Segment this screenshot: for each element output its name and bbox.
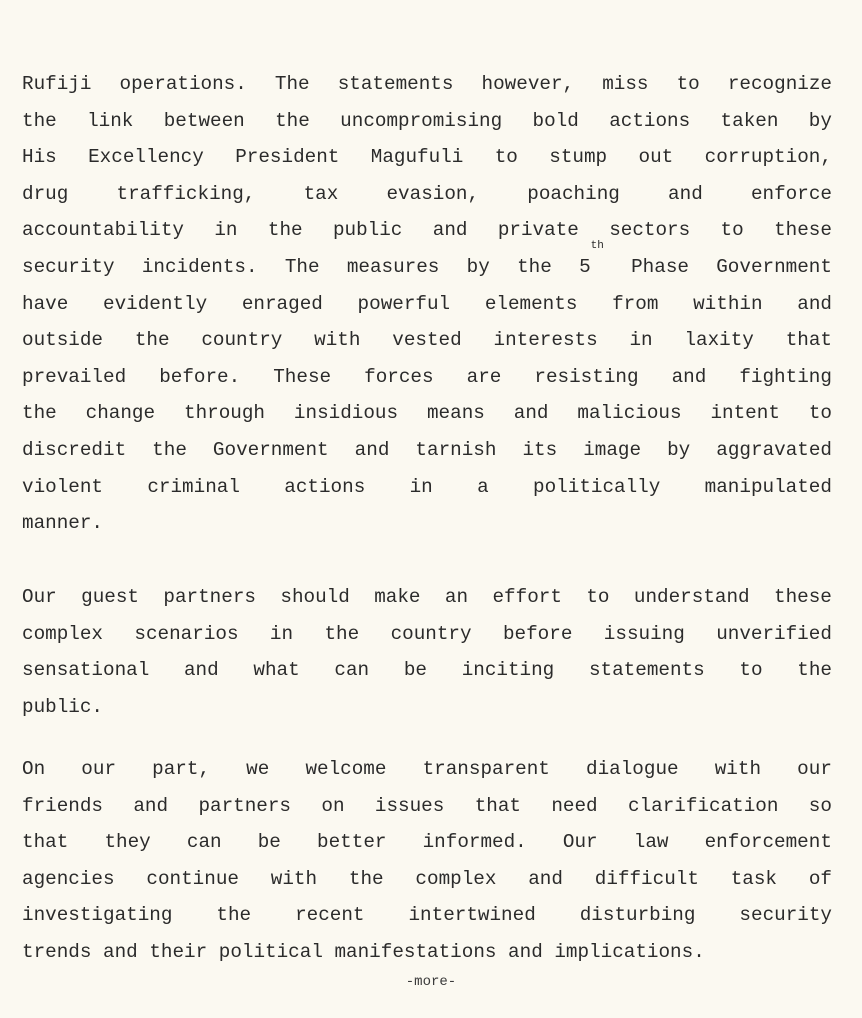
word: their	[149, 940, 208, 963]
word: and	[354, 438, 390, 461]
word: powerful	[357, 292, 451, 315]
text-line	[22, 616, 832, 653]
word: we	[246, 758, 270, 780]
word: public.	[22, 695, 103, 718]
text-line	[22, 824, 832, 861]
word: partners	[198, 794, 292, 817]
text-line	[22, 66, 832, 103]
word: recent	[295, 904, 365, 927]
word: intent	[710, 402, 780, 425]
word: prevailed	[22, 365, 127, 388]
word: violent	[22, 475, 103, 498]
word: part,	[152, 758, 211, 780]
word: security	[739, 904, 832, 927]
word: inciting	[461, 659, 555, 682]
word: better	[317, 831, 387, 854]
word: be	[257, 831, 281, 854]
word: within	[693, 292, 763, 315]
word: complex	[415, 867, 497, 890]
text-line	[22, 239, 832, 286]
word: Rufiji	[22, 73, 92, 95]
word: out	[638, 146, 674, 169]
word: sectors	[609, 219, 691, 242]
word: the	[152, 438, 187, 461]
text-line	[22, 212, 832, 249]
word: Excellency	[88, 146, 204, 169]
text-line	[22, 359, 832, 396]
word: actions	[609, 109, 691, 132]
word: understand	[633, 586, 750, 608]
word: discredit	[22, 438, 127, 461]
word: dialogue	[586, 758, 679, 780]
text-line	[22, 505, 832, 542]
word: issuing	[603, 622, 685, 645]
word: what	[253, 659, 300, 682]
word: and	[133, 794, 169, 817]
word: and	[432, 219, 468, 242]
word: transparent	[422, 758, 550, 780]
paragraph-3	[22, 751, 832, 971]
word: poaching	[527, 182, 620, 205]
word: with	[714, 758, 762, 780]
word: tax	[303, 182, 339, 205]
word: are	[466, 365, 502, 388]
word: and	[103, 940, 138, 963]
word: the	[267, 219, 303, 242]
word: by	[667, 438, 691, 461]
word: to	[808, 402, 832, 425]
word: law	[633, 831, 669, 854]
word: criminal	[147, 475, 240, 498]
word: that	[22, 831, 69, 854]
word: and	[508, 940, 543, 963]
word: friends	[22, 794, 103, 817]
text-line	[22, 469, 832, 506]
word: agencies	[22, 867, 115, 890]
text-line	[22, 322, 832, 359]
word: by	[808, 109, 832, 132]
word: enforce	[750, 182, 832, 205]
word: image	[583, 438, 642, 461]
word: elements	[484, 292, 578, 315]
word: and	[671, 365, 707, 388]
word: our	[81, 758, 117, 780]
word: the	[797, 659, 832, 682]
word: political	[218, 940, 323, 963]
word: 5th	[579, 239, 604, 278]
word: taken	[720, 109, 779, 132]
text-line	[22, 689, 832, 726]
word: so	[808, 794, 832, 817]
text-line	[22, 432, 832, 469]
word: and	[513, 402, 549, 425]
word: enforcement	[704, 831, 832, 854]
word: in	[269, 622, 294, 645]
more-indicator: -more-	[405, 974, 457, 990]
word: unverified	[716, 622, 832, 645]
word: complex	[22, 622, 103, 645]
word: before.	[159, 365, 241, 388]
word: have	[22, 292, 69, 315]
word: aggravated	[716, 438, 832, 461]
text-line	[22, 788, 832, 825]
word: should	[280, 586, 350, 608]
word: evidently	[103, 292, 208, 315]
word: politically	[533, 475, 661, 498]
word: be	[403, 659, 427, 682]
word: uncompromising	[340, 109, 503, 132]
word: statements	[337, 73, 454, 95]
word: public	[332, 219, 403, 242]
word: the	[275, 109, 310, 132]
word: an	[444, 586, 469, 608]
word: and	[797, 292, 832, 315]
word: in	[409, 475, 433, 498]
word: by	[466, 255, 490, 278]
word: incidents.	[141, 255, 258, 278]
word: they	[104, 831, 151, 854]
word: change	[85, 402, 156, 425]
word: with	[270, 867, 318, 890]
word: on	[321, 794, 345, 817]
word: enraged	[241, 292, 323, 315]
word: trafficking,	[116, 182, 256, 205]
word: clarification	[628, 794, 779, 817]
word: to	[494, 146, 518, 169]
word: continue	[146, 867, 239, 890]
word: that	[474, 794, 521, 817]
word: The	[274, 73, 310, 95]
word: that	[785, 329, 832, 352]
word: private	[497, 219, 579, 242]
word: and	[183, 659, 219, 682]
word: before	[502, 622, 573, 645]
word: between	[163, 109, 245, 132]
word: its	[522, 438, 558, 461]
word: with	[314, 329, 361, 352]
word: the	[22, 402, 57, 425]
word: scenarios	[134, 622, 239, 645]
word: Magufuli	[370, 146, 464, 169]
word: Our	[22, 586, 57, 608]
word: informed.	[422, 831, 527, 854]
word: manner.	[22, 512, 103, 535]
word: Phase	[631, 255, 689, 278]
word: means	[426, 402, 485, 425]
word: evasion,	[386, 182, 480, 205]
text-line	[22, 751, 832, 788]
word: however,	[481, 73, 575, 95]
word: These	[273, 365, 332, 388]
text-line	[22, 176, 832, 213]
word: partners	[163, 586, 256, 608]
word: link	[87, 109, 134, 132]
word: and	[668, 182, 703, 205]
word: disturbing	[579, 904, 696, 927]
word: the	[22, 109, 57, 132]
word: tarnish	[415, 438, 497, 461]
word: difficult	[594, 867, 699, 890]
word: the	[517, 255, 552, 278]
word: in	[214, 219, 238, 242]
word: resisting	[534, 365, 639, 388]
word: task	[730, 867, 778, 890]
word: intertwined	[408, 904, 536, 927]
word: and	[528, 867, 563, 890]
text-line	[22, 897, 832, 934]
word: these	[774, 219, 832, 242]
word: guest	[81, 586, 139, 608]
word: The	[284, 255, 320, 278]
word: measures	[346, 255, 440, 278]
word: to	[739, 659, 763, 682]
text-line	[22, 652, 832, 689]
word: country	[201, 329, 283, 352]
text-line	[22, 139, 832, 176]
word: the	[134, 329, 170, 352]
word: make	[374, 586, 421, 608]
word: His	[22, 146, 57, 169]
word: can	[186, 831, 222, 854]
word: need	[551, 794, 598, 817]
word: to	[586, 586, 610, 608]
word: of	[808, 867, 832, 890]
paragraph-2	[22, 579, 832, 725]
word: miss	[602, 73, 649, 95]
word: fighting	[739, 365, 832, 388]
word: country	[390, 622, 472, 645]
word: President	[235, 146, 340, 169]
word: in	[629, 329, 653, 352]
word: Our	[562, 831, 598, 854]
word: vested	[392, 329, 462, 352]
text-line	[22, 103, 832, 140]
word: to	[676, 73, 700, 95]
word: can	[334, 659, 370, 682]
word: Government	[212, 438, 329, 461]
word: our	[797, 758, 832, 780]
word: recognize	[727, 73, 832, 95]
word: welcome	[305, 758, 387, 780]
word: issues	[374, 794, 445, 817]
word: the	[324, 622, 360, 645]
word: Government	[716, 255, 832, 278]
word: outside	[22, 329, 103, 352]
word: actions	[284, 475, 366, 498]
text-line	[22, 579, 832, 616]
word: interests	[493, 329, 598, 352]
word: to	[720, 219, 744, 242]
word: statements	[588, 659, 705, 682]
word: laxity	[684, 329, 754, 352]
word: manifestations	[334, 940, 497, 963]
word: accountability	[22, 219, 184, 242]
text-line	[22, 286, 832, 323]
word: implications.	[554, 940, 705, 963]
word: On	[22, 758, 46, 780]
word: sensational	[22, 659, 150, 682]
word: malicious	[577, 402, 682, 425]
word: insidious	[293, 402, 399, 425]
word: trends	[22, 940, 92, 963]
paragraph-1	[22, 66, 832, 542]
text-line	[22, 395, 832, 432]
text-line	[22, 861, 832, 898]
word: security	[22, 255, 115, 278]
word: bold	[532, 109, 579, 132]
word: investigating	[22, 904, 173, 927]
superscript: th	[590, 239, 604, 252]
word: the	[348, 867, 384, 890]
word: stump	[549, 146, 608, 169]
word: these	[774, 586, 832, 608]
word: effort	[492, 586, 562, 608]
word: manipulated	[704, 475, 832, 498]
text-line	[22, 934, 832, 971]
word: a	[477, 475, 489, 498]
word: corruption,	[704, 146, 832, 169]
word: from	[612, 292, 659, 315]
word: drug	[22, 182, 69, 205]
word: through	[184, 402, 265, 425]
word: operations.	[119, 73, 247, 95]
word: the	[216, 904, 252, 927]
word: forces	[364, 365, 434, 388]
